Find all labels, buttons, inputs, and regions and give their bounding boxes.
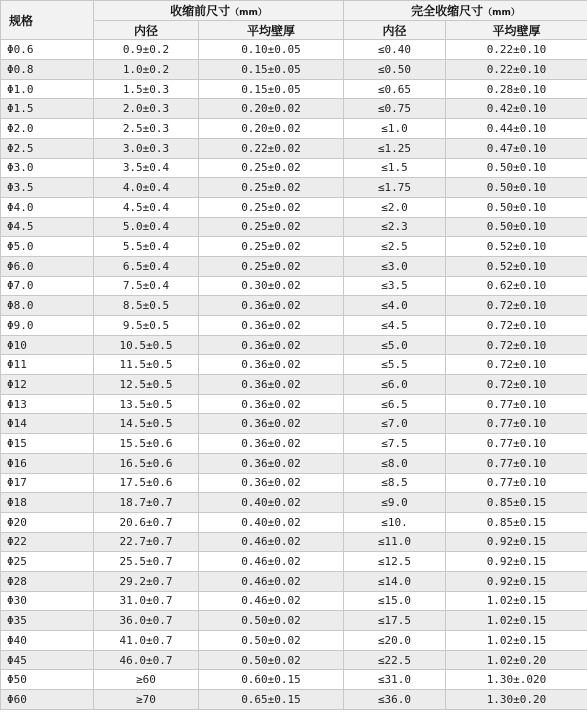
table-row <box>1 138 587 158</box>
before-wall-thickness-cell: 0.25±0.02 <box>199 178 344 198</box>
table-row <box>1 276 587 296</box>
after-wall-thickness-header: 平均壁厚 <box>446 20 587 40</box>
after-wall-thickness-cell: 0.92±0.15 <box>446 532 587 552</box>
table-row <box>1 532 587 552</box>
after-shrink-title: 完全收缩尺寸 <box>411 3 484 18</box>
spec-cell: Φ0.6 <box>1 40 94 60</box>
before-wall-thickness-cell: 0.25±0.02 <box>199 217 344 237</box>
before-inner-diameter-cell: 5.5±0.4 <box>94 237 199 257</box>
after-wall-thickness-cell: 0.47±0.10 <box>446 138 587 158</box>
after-inner-diameter-cell: ≤1.0 <box>344 119 446 139</box>
before-inner-diameter-cell: 2.5±0.3 <box>94 119 199 139</box>
before-shrink-header <box>94 1 344 21</box>
spec-cell: Φ17 <box>1 473 94 493</box>
after-shrink-unit: （mm） <box>483 7 520 18</box>
header-row-top <box>1 1 587 21</box>
before-inner-diameter-cell: 46.0±0.7 <box>94 650 199 670</box>
spec-cell: Φ9.0 <box>1 316 94 336</box>
before-inner-diameter-cell: 11.5±0.5 <box>94 355 199 375</box>
before-shrink-unit: （mm） <box>230 7 267 18</box>
before-wall-thickness-cell: 0.15±0.05 <box>199 60 344 80</box>
before-inner-diameter-cell: 13.5±0.5 <box>94 394 199 414</box>
after-inner-diameter-cell: ≤4.5 <box>344 316 446 336</box>
after-inner-diameter-cell: ≤15.0 <box>344 591 446 611</box>
before-inner-diameter-cell: 2.0±0.3 <box>94 99 199 119</box>
table-row <box>1 296 587 316</box>
before-wall-thickness-cell: 0.25±0.02 <box>199 237 344 257</box>
after-wall-thickness-cell: 1.02±0.15 <box>446 591 587 611</box>
table-row <box>1 79 587 99</box>
after-wall-thickness-cell: 0.62±0.10 <box>446 276 587 296</box>
before-wall-thickness-cell: 0.46±0.02 <box>199 532 344 552</box>
table-row <box>1 631 587 651</box>
before-wall-thickness-cell: 0.25±0.02 <box>199 197 344 217</box>
table-row <box>1 473 587 493</box>
table-row <box>1 355 587 375</box>
table-row <box>1 512 587 532</box>
spec-cell: Φ3.5 <box>1 178 94 198</box>
after-wall-thickness-cell: 0.42±0.10 <box>446 99 587 119</box>
spec-cell: Φ13 <box>1 394 94 414</box>
before-inner-diameter-cell: 6.5±0.4 <box>94 256 199 276</box>
before-inner-diameter-cell: 5.0±0.4 <box>94 217 199 237</box>
after-wall-thickness-cell: 1.02±0.15 <box>446 631 587 651</box>
after-wall-thickness-cell: 0.52±0.10 <box>446 256 587 276</box>
spec-cell: Φ2.0 <box>1 119 94 139</box>
table-row <box>1 178 587 198</box>
before-inner-diameter-cell: 41.0±0.7 <box>94 631 199 651</box>
after-wall-thickness-cell: 1.30±.020 <box>446 670 587 690</box>
spec-cell: Φ18 <box>1 493 94 513</box>
table-row <box>1 670 587 690</box>
before-wall-thickness-cell: 0.50±0.02 <box>199 611 344 631</box>
after-wall-thickness-cell: 0.22±0.10 <box>446 60 587 80</box>
after-inner-diameter-cell: ≤2.3 <box>344 217 446 237</box>
table-row <box>1 217 587 237</box>
before-inner-diameter-cell: 10.5±0.5 <box>94 335 199 355</box>
after-shrink-header <box>344 1 587 21</box>
spec-cell: Φ28 <box>1 571 94 591</box>
after-wall-thickness-cell: 0.72±0.10 <box>446 335 587 355</box>
table-body <box>1 40 587 709</box>
before-wall-thickness-cell: 0.36±0.02 <box>199 355 344 375</box>
before-wall-thickness-cell: 0.36±0.02 <box>199 434 344 454</box>
after-wall-thickness-cell: 1.02±0.15 <box>446 611 587 631</box>
spec-cell: Φ60 <box>1 690 94 710</box>
spec-cell: Φ16 <box>1 453 94 473</box>
before-inner-diameter-cell: 3.5±0.4 <box>94 158 199 178</box>
after-wall-thickness-cell: 0.92±0.15 <box>446 552 587 572</box>
after-inner-diameter-cell: ≤31.0 <box>344 670 446 690</box>
before-inner-diameter-cell: 7.5±0.4 <box>94 276 199 296</box>
before-wall-thickness-cell: 0.40±0.02 <box>199 512 344 532</box>
before-wall-thickness-cell: 0.46±0.02 <box>199 552 344 572</box>
table-row <box>1 611 587 631</box>
spec-header: 规格 <box>1 1 94 40</box>
after-wall-thickness-cell: 0.77±0.10 <box>446 473 587 493</box>
table-row <box>1 158 587 178</box>
table-row <box>1 335 587 355</box>
before-inner-diameter-cell: 31.0±0.7 <box>94 591 199 611</box>
after-inner-diameter-cell: ≤7.0 <box>344 414 446 434</box>
after-wall-thickness-cell: 0.85±0.15 <box>446 493 587 513</box>
table-row <box>1 316 587 336</box>
after-inner-diameter-cell: ≤8.0 <box>344 453 446 473</box>
after-wall-thickness-cell: 0.77±0.10 <box>446 414 587 434</box>
table-row <box>1 197 587 217</box>
after-inner-diameter-cell: ≤2.5 <box>344 237 446 257</box>
before-shrink-title: 收缩前尺寸 <box>170 3 231 18</box>
before-inner-diameter-cell: 16.5±0.6 <box>94 453 199 473</box>
after-wall-thickness-cell: 1.02±0.20 <box>446 650 587 670</box>
after-inner-diameter-cell: ≤12.5 <box>344 552 446 572</box>
spec-cell: Φ25 <box>1 552 94 572</box>
after-inner-diameter-cell: ≤3.0 <box>344 256 446 276</box>
table-row <box>1 237 587 257</box>
before-wall-thickness-cell: 0.10±0.05 <box>199 40 344 60</box>
before-inner-diameter-cell: 3.0±0.3 <box>94 138 199 158</box>
before-wall-thickness-cell: 0.36±0.02 <box>199 296 344 316</box>
table-row <box>1 434 587 454</box>
before-wall-thickness-cell: 0.15±0.05 <box>199 79 344 99</box>
after-inner-diameter-cell: ≤14.0 <box>344 571 446 591</box>
spec-cell: Φ4.5 <box>1 217 94 237</box>
after-inner-diameter-cell: ≤7.5 <box>344 434 446 454</box>
spec-cell: Φ6.0 <box>1 256 94 276</box>
before-inner-diameter-cell: ≥70 <box>94 690 199 710</box>
before-wall-thickness-cell: 0.36±0.02 <box>199 335 344 355</box>
after-wall-thickness-cell: 0.92±0.15 <box>446 571 587 591</box>
before-inner-diameter-cell: 18.7±0.7 <box>94 493 199 513</box>
before-wall-thickness-cell: 0.60±0.15 <box>199 670 344 690</box>
spec-cell: Φ20 <box>1 512 94 532</box>
table-row <box>1 60 587 80</box>
before-wall-thickness-cell: 0.25±0.02 <box>199 158 344 178</box>
before-wall-thickness-cell: 0.36±0.02 <box>199 453 344 473</box>
before-inner-diameter-cell: 36.0±0.7 <box>94 611 199 631</box>
after-inner-diameter-cell: ≤6.5 <box>344 394 446 414</box>
spec-cell: Φ45 <box>1 650 94 670</box>
before-wall-thickness-cell: 0.20±0.02 <box>199 119 344 139</box>
table-row <box>1 650 587 670</box>
before-inner-diameter-cell: ≥60 <box>94 670 199 690</box>
table-row <box>1 493 587 513</box>
spec-cell: Φ14 <box>1 414 94 434</box>
spec-cell: Φ10 <box>1 335 94 355</box>
spec-cell: Φ3.0 <box>1 158 94 178</box>
table-row <box>1 414 587 434</box>
after-inner-diameter-cell: ≤20.0 <box>344 631 446 651</box>
before-inner-diameter-cell: 22.7±0.7 <box>94 532 199 552</box>
after-wall-thickness-cell: 0.72±0.10 <box>446 375 587 395</box>
after-wall-thickness-cell: 0.50±0.10 <box>446 217 587 237</box>
after-inner-diameter-header: 内径 <box>344 20 446 40</box>
before-wall-thickness-cell: 0.30±0.02 <box>199 276 344 296</box>
after-inner-diameter-cell: ≤3.5 <box>344 276 446 296</box>
before-inner-diameter-cell: 1.0±0.2 <box>94 60 199 80</box>
before-wall-thickness-cell: 0.36±0.02 <box>199 473 344 493</box>
table-row <box>1 375 587 395</box>
before-wall-thickness-cell: 0.20±0.02 <box>199 99 344 119</box>
spec-cell: Φ1.0 <box>1 79 94 99</box>
before-inner-diameter-cell: 17.5±0.6 <box>94 473 199 493</box>
before-inner-diameter-cell: 8.5±0.5 <box>94 296 199 316</box>
before-inner-diameter-cell: 1.5±0.3 <box>94 79 199 99</box>
table-row <box>1 552 587 572</box>
before-inner-diameter-cell: 12.5±0.5 <box>94 375 199 395</box>
before-wall-thickness-cell: 0.36±0.02 <box>199 316 344 336</box>
spec-cell: Φ35 <box>1 611 94 631</box>
after-wall-thickness-cell: 0.50±0.10 <box>446 197 587 217</box>
after-inner-diameter-cell: ≤0.50 <box>344 60 446 80</box>
before-inner-diameter-cell: 14.5±0.5 <box>94 414 199 434</box>
after-inner-diameter-cell: ≤22.5 <box>344 650 446 670</box>
before-wall-thickness-cell: 0.36±0.02 <box>199 394 344 414</box>
after-wall-thickness-cell: 0.52±0.10 <box>446 237 587 257</box>
before-wall-thickness-cell: 0.25±0.02 <box>199 256 344 276</box>
table-row <box>1 99 587 119</box>
after-inner-diameter-cell: ≤1.75 <box>344 178 446 198</box>
after-wall-thickness-cell: 0.72±0.10 <box>446 355 587 375</box>
after-inner-diameter-cell: ≤0.40 <box>344 40 446 60</box>
table-row <box>1 256 587 276</box>
before-inner-diameter-cell: 25.5±0.7 <box>94 552 199 572</box>
after-wall-thickness-cell: 0.44±0.10 <box>446 119 587 139</box>
after-inner-diameter-cell: ≤36.0 <box>344 690 446 710</box>
spec-cell: Φ40 <box>1 631 94 651</box>
after-inner-diameter-cell: ≤11.0 <box>344 532 446 552</box>
after-wall-thickness-cell: 0.50±0.10 <box>446 178 587 198</box>
before-wall-thickness-cell: 0.36±0.02 <box>199 414 344 434</box>
after-inner-diameter-cell: ≤0.65 <box>344 79 446 99</box>
before-inner-diameter-cell: 15.5±0.6 <box>94 434 199 454</box>
before-wall-thickness-cell: 0.50±0.02 <box>199 650 344 670</box>
before-wall-thickness-cell: 0.36±0.02 <box>199 375 344 395</box>
after-inner-diameter-cell: ≤4.0 <box>344 296 446 316</box>
before-inner-diameter-cell: 20.6±0.7 <box>94 512 199 532</box>
before-inner-diameter-cell: 29.2±0.7 <box>94 571 199 591</box>
spec-cell: Φ15 <box>1 434 94 454</box>
spec-cell: Φ0.8 <box>1 60 94 80</box>
before-inner-diameter-cell: 4.0±0.4 <box>94 178 199 198</box>
after-inner-diameter-cell: ≤10. <box>344 512 446 532</box>
table-row <box>1 591 587 611</box>
after-inner-diameter-cell: ≤1.5 <box>344 158 446 178</box>
spec-cell: Φ4.0 <box>1 197 94 217</box>
spec-cell: Φ22 <box>1 532 94 552</box>
spec-cell: Φ30 <box>1 591 94 611</box>
after-inner-diameter-cell: ≤8.5 <box>344 473 446 493</box>
after-wall-thickness-cell: 1.30±0.20 <box>446 690 587 710</box>
spec-cell: Φ7.0 <box>1 276 94 296</box>
table-row <box>1 119 587 139</box>
spec-cell: Φ50 <box>1 670 94 690</box>
after-inner-diameter-cell: ≤2.0 <box>344 197 446 217</box>
spec-cell: Φ12 <box>1 375 94 395</box>
after-inner-diameter-cell: ≤5.5 <box>344 355 446 375</box>
table-row <box>1 690 587 710</box>
table-row <box>1 394 587 414</box>
after-inner-diameter-cell: ≤17.5 <box>344 611 446 631</box>
table-row <box>1 571 587 591</box>
after-wall-thickness-cell: 0.77±0.10 <box>446 394 587 414</box>
before-wall-thickness-cell: 0.22±0.02 <box>199 138 344 158</box>
after-inner-diameter-cell: ≤5.0 <box>344 335 446 355</box>
after-wall-thickness-cell: 0.28±0.10 <box>446 79 587 99</box>
before-wall-thickness-cell: 0.40±0.02 <box>199 493 344 513</box>
after-inner-diameter-cell: ≤6.0 <box>344 375 446 395</box>
before-wall-thickness-cell: 0.46±0.02 <box>199 571 344 591</box>
table-row <box>1 40 587 60</box>
before-inner-diameter-cell: 4.5±0.4 <box>94 197 199 217</box>
after-wall-thickness-cell: 0.72±0.10 <box>446 316 587 336</box>
after-inner-diameter-cell: ≤0.75 <box>344 99 446 119</box>
after-inner-diameter-cell: ≤1.25 <box>344 138 446 158</box>
after-wall-thickness-cell: 0.72±0.10 <box>446 296 587 316</box>
before-inner-diameter-cell: 0.9±0.2 <box>94 40 199 60</box>
spec-cell: Φ2.5 <box>1 138 94 158</box>
spec-cell: Φ8.0 <box>1 296 94 316</box>
after-wall-thickness-cell: 0.77±0.10 <box>446 434 587 454</box>
after-wall-thickness-cell: 0.22±0.10 <box>446 40 587 60</box>
after-wall-thickness-cell: 0.50±0.10 <box>446 158 587 178</box>
spec-cell: Φ1.5 <box>1 99 94 119</box>
before-wall-thickness-header: 平均壁厚 <box>199 20 344 40</box>
before-inner-diameter-header: 内径 <box>94 20 199 40</box>
after-wall-thickness-cell: 0.85±0.15 <box>446 512 587 532</box>
before-wall-thickness-cell: 0.50±0.02 <box>199 631 344 651</box>
before-wall-thickness-cell: 0.46±0.02 <box>199 591 344 611</box>
after-inner-diameter-cell: ≤9.0 <box>344 493 446 513</box>
before-inner-diameter-cell: 9.5±0.5 <box>94 316 199 336</box>
after-wall-thickness-cell: 0.77±0.10 <box>446 453 587 473</box>
before-wall-thickness-cell: 0.65±0.15 <box>199 690 344 710</box>
table-row <box>1 453 587 473</box>
spec-cell: Φ11 <box>1 355 94 375</box>
spec-cell: Φ5.0 <box>1 237 94 257</box>
